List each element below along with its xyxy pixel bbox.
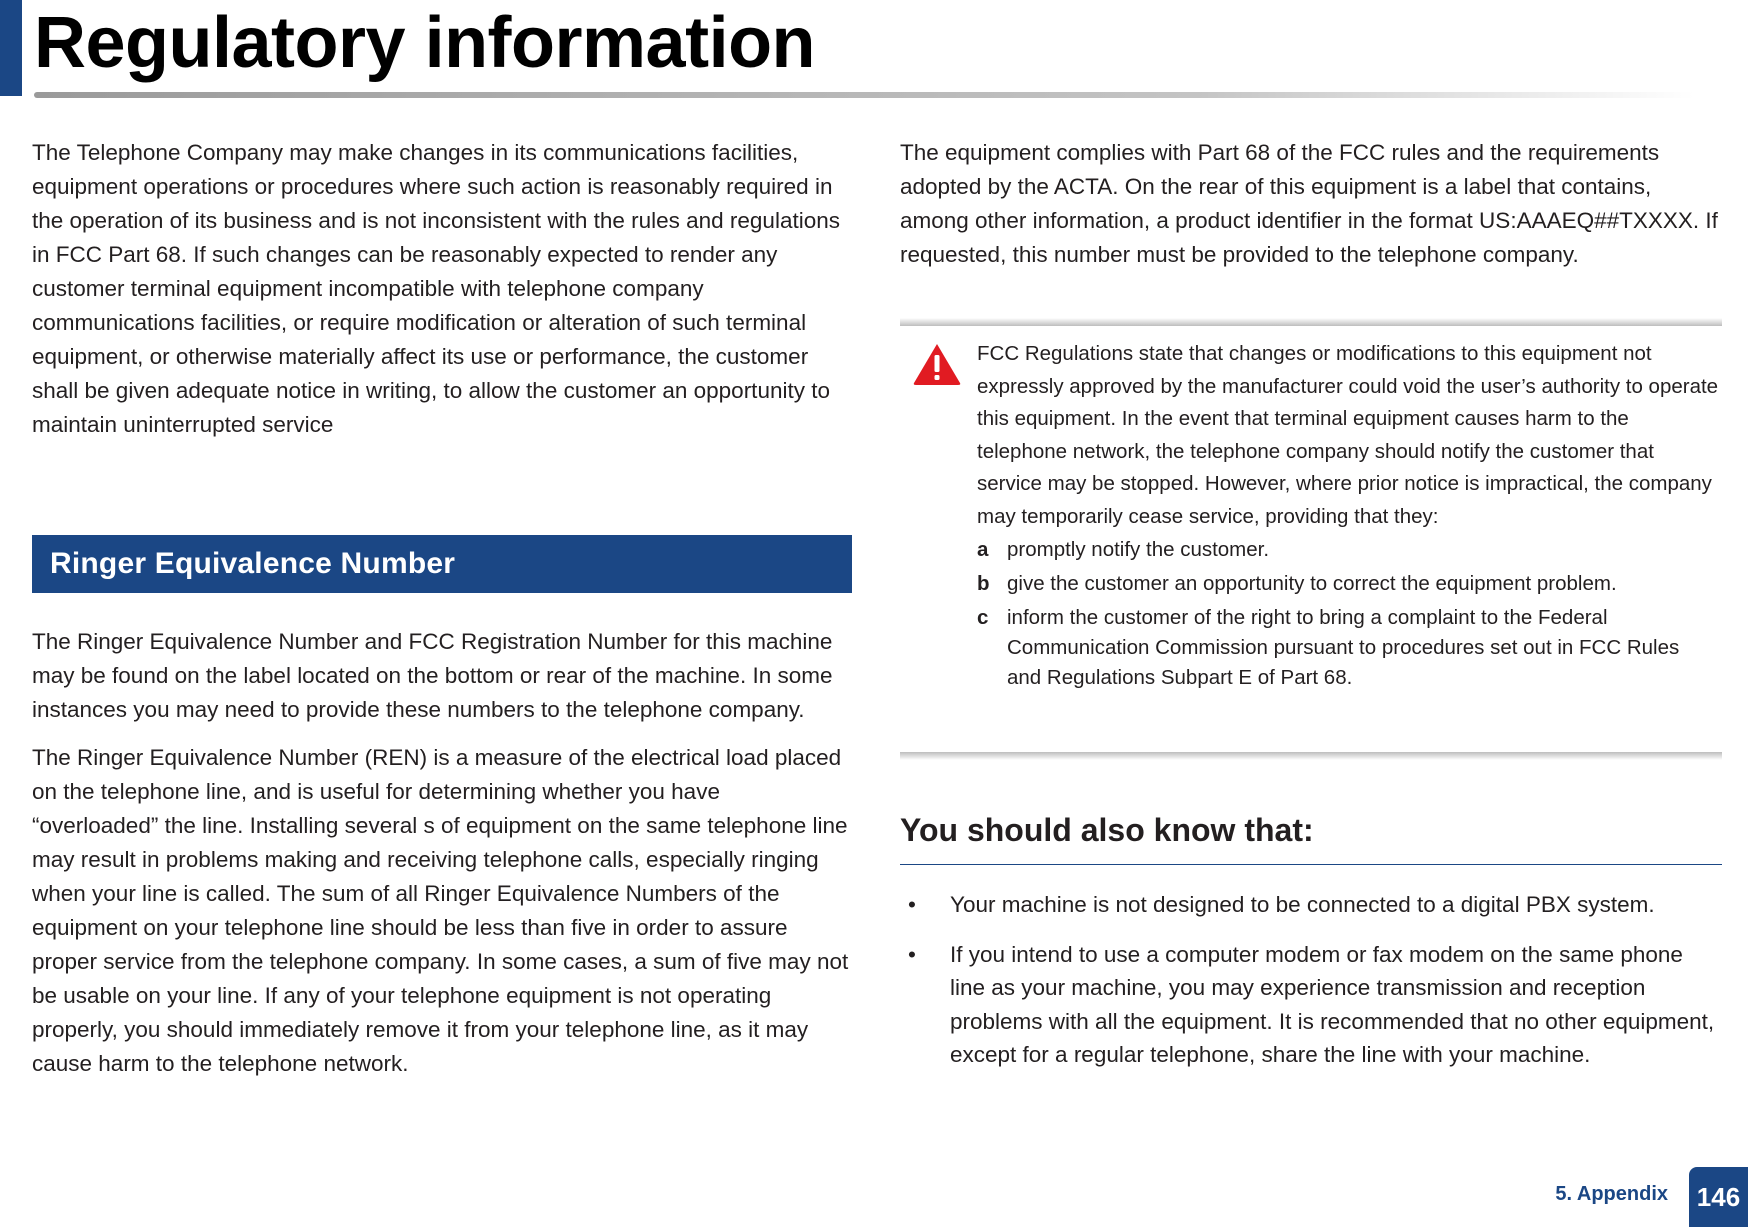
caution-box xyxy=(900,318,1722,760)
know-heading: You should also know that: xyxy=(900,812,1314,848)
bullet-icon: • xyxy=(908,941,916,967)
caution-paragraph: FCC Regulations state that changes or modifications to this equipment not expressly approved by the manufacturer could void the user’s authority to operate this equipment. In the event that terminal equipment causes harm to the telephone network, the telephone company should notify the customer that service may be stopped. However, where prior notice is impractical, the company may temporarily cease service, providing that they: xyxy=(977,342,1719,528)
caution-list xyxy=(977,535,1719,693)
bullet-item xyxy=(900,938,1722,1072)
list-item-text: promptly notify the customer. xyxy=(1007,538,1270,561)
right-column xyxy=(900,136,1722,272)
list-marker: a xyxy=(977,538,989,561)
caution-top-band xyxy=(900,318,1722,326)
footer-chapter: 5. Appendix xyxy=(1555,1183,1668,1205)
bullet-icon: • xyxy=(908,892,916,917)
bullet-text: Your machine is not designed to be connected to a digital PBX system. xyxy=(950,892,1655,917)
page-number: 146 xyxy=(1689,1167,1748,1227)
list-item-text: inform the customer of the right to bring a complaint to the Federal Communication Commission pursuant to procedures set out in FCC Rules and Regulations Subpart E of Part 68. xyxy=(1007,606,1680,689)
bullet-item xyxy=(900,888,1722,922)
header-accent-bar xyxy=(0,0,22,96)
warning-icon xyxy=(912,342,962,386)
section-title: Ringer Equivalence Number xyxy=(50,547,456,580)
know-bullet-list xyxy=(900,888,1722,1088)
caution-list-item xyxy=(977,603,1719,693)
list-marker: b xyxy=(977,572,990,595)
ren-section-body xyxy=(32,625,852,1081)
ren-paragraph-1: The Ringer Equivalence Number and FCC Registration Number for this machine may be found on the label located on the bottom or rear of the machine. In some instances you may need to provide these numbers to the telephone company. xyxy=(32,629,833,722)
bullet-text: If you intend to use a computer modem or fax modem on the same phone line as your machine, you may experience transmission and reception problems with all the equipment. It is recommended that no other equipment, except for a regular telephone, share the line with your machine. xyxy=(950,941,1715,1067)
fcc-compliance-paragraph: The equipment complies with Part 68 of the FCC rules and the requirements adopted by the ACTA. On the rear of this equipment is a label that contains, among other information, a product identifier in the format US:AAAEQ##TXXXX. If requested, this number must be provided to the telephone company. xyxy=(900,140,1718,267)
left-column xyxy=(32,136,852,442)
telephone-company-paragraph: The Telephone Company may make changes in its communications facilities, equipment operations or procedures where such action is reasonably required in the operation of its business and is not inconsistent with the rules and regulations in FCC Part 68. If such changes can be reasonably expected to render any customer terminal equipment incompatible with telephone company communications facilities, or require modification or alteration of such terminal equipment, or otherwise materially affect its use or performance, the customer shall be given adequate notice in writing, to allow the customer an opportunity to maintain uninterrupted service xyxy=(32,140,840,437)
title-rule xyxy=(34,92,1694,98)
caution-list-item xyxy=(977,569,1719,599)
know-heading-rule xyxy=(900,864,1722,865)
list-item-text: give the customer an opportunity to correct the equipment problem. xyxy=(1007,572,1617,595)
page-title: Regulatory information xyxy=(34,3,816,83)
section-banner-ringer xyxy=(32,535,852,593)
caution-bottom-band xyxy=(900,752,1722,760)
caution-list-item xyxy=(977,535,1719,565)
list-marker: c xyxy=(977,606,989,629)
caution-text xyxy=(977,338,1719,697)
ren-paragraph-2: The Ringer Equivalence Number (REN) is a measure of the electrical load placed on the telephone line, and is useful for determining whether you have “overloaded” the line. Installing several s of equipment on the same telephone line may result in problems making and receiving telephone calls, especially ringing when your line is called. The sum of all Ringer Equivalence Numbers of the equipment on your telephone line should be less than five in order to assure proper service from the telephone company. In some cases, a sum of five may not be usable on your line. If any of your telephone equipment is not operating properly, you should immediately remove it from your telephone line, as it may cause harm to the telephone network. xyxy=(32,745,849,1076)
